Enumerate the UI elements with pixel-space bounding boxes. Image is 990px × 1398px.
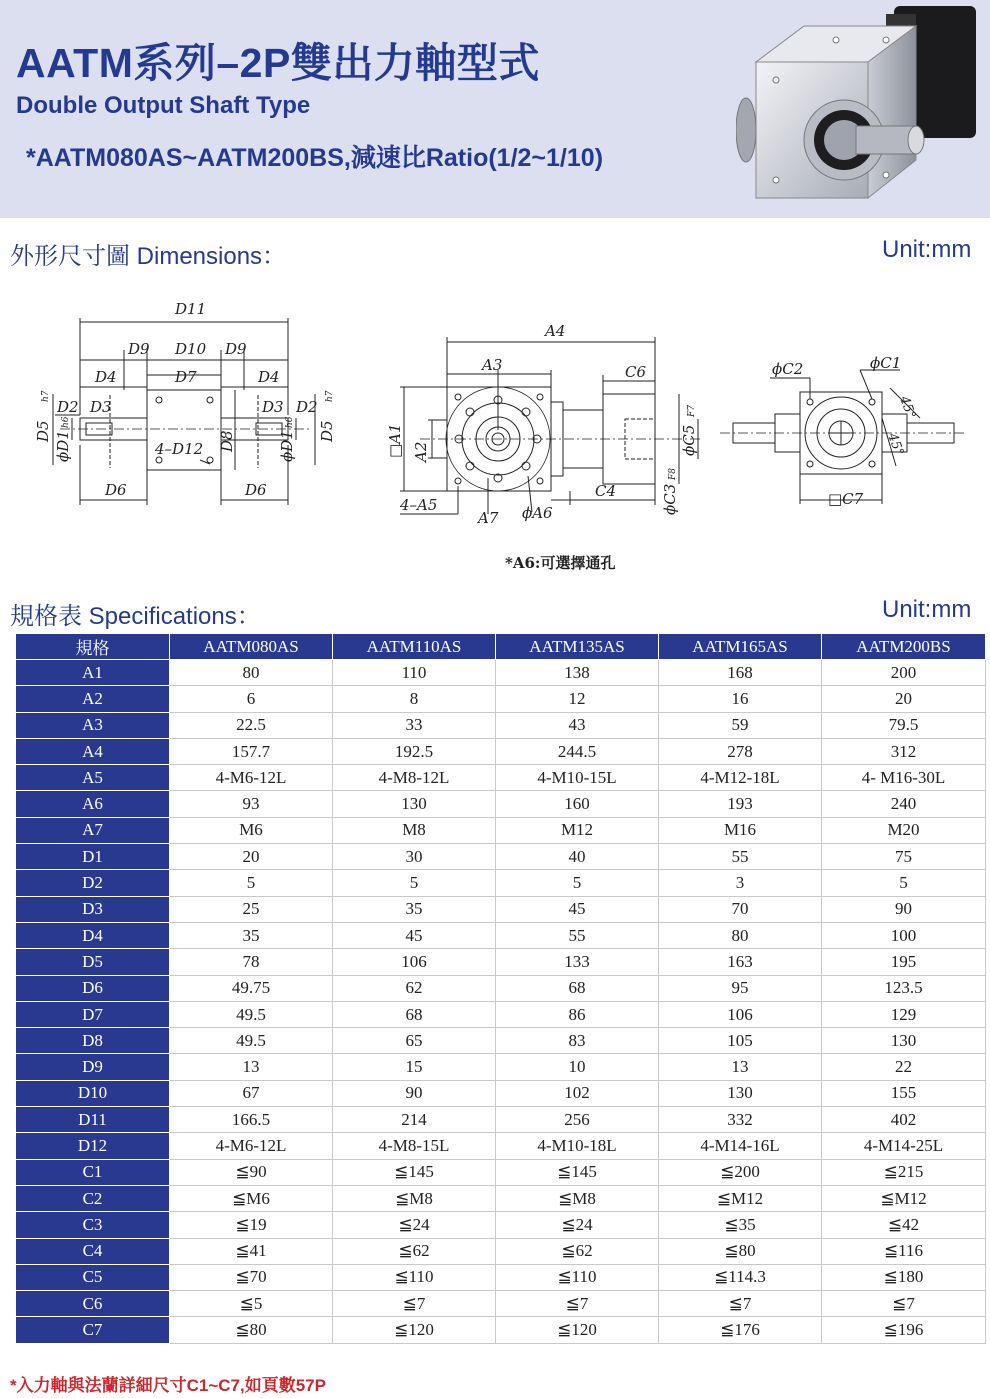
table-cell: 20	[822, 686, 986, 712]
table-cell: 35	[333, 896, 496, 922]
label-d2-left: D2	[57, 398, 79, 416]
table-cell: 100	[822, 922, 986, 948]
table-cell: 95	[659, 975, 822, 1001]
row-label: C5	[16, 1264, 170, 1290]
table-cell: M16	[659, 817, 822, 843]
table-cell: ≦145	[496, 1159, 659, 1185]
label-d7: D7	[175, 368, 197, 386]
label-d6-left: D6	[105, 481, 127, 499]
table-row	[16, 738, 986, 764]
row-label: D2	[16, 870, 170, 896]
table-cell: M20	[822, 817, 986, 843]
table-cell: 49.5	[170, 1028, 333, 1054]
table-cell: ≦7	[496, 1291, 659, 1317]
row-label: C4	[16, 1238, 170, 1264]
table-cell: ≦110	[496, 1264, 659, 1290]
table-cell: 157.7	[170, 738, 333, 764]
table-cell: 138	[496, 660, 659, 686]
table-cell: 133	[496, 949, 659, 975]
row-label: D4	[16, 922, 170, 948]
table-cell: 80	[659, 922, 822, 948]
table-cell: 155	[822, 1080, 986, 1106]
spec-section-title: 規格表 Specifications：	[10, 603, 261, 630]
table-cell: 25	[170, 896, 333, 922]
table-cell: 59	[659, 712, 822, 738]
table-cell: ≦M12	[659, 1185, 822, 1211]
table-cell: ≦116	[822, 1238, 986, 1264]
label-d3-right: D3	[262, 398, 284, 416]
table-cell: ≦200	[659, 1159, 822, 1185]
table-cell: 105	[659, 1028, 822, 1054]
table-cell: ≦90	[170, 1159, 333, 1185]
row-label: A3	[16, 712, 170, 738]
table-row	[16, 1159, 986, 1185]
column-header: AATM080AS	[170, 634, 333, 660]
label-a1: □A1	[386, 423, 404, 458]
table-cell: 168	[659, 660, 822, 686]
label-d5-tol-left: h7	[41, 390, 51, 402]
table-cell: 4-M12-18L	[659, 765, 822, 791]
column-header: AATM110AS	[333, 634, 496, 660]
table-cell: 193	[659, 791, 822, 817]
table-row	[16, 1212, 986, 1238]
row-label: D11	[16, 1107, 170, 1133]
table-row	[16, 660, 986, 686]
table-cell: ≦7	[333, 1291, 496, 1317]
table-cell: 6	[170, 686, 333, 712]
table-cell: 62	[333, 975, 496, 1001]
table-row	[16, 765, 986, 791]
table-cell: 12	[496, 686, 659, 712]
table-row	[16, 1054, 986, 1080]
page-title: AATM系列–2P雙出力軸型式	[16, 40, 540, 86]
row-label: C2	[16, 1185, 170, 1211]
gearbox-product-image	[736, 0, 986, 212]
table-cell: 5	[496, 870, 659, 896]
table-cell: 4-M6-12L	[170, 765, 333, 791]
table-cell: ≦80	[659, 1238, 822, 1264]
table-row	[16, 844, 986, 870]
table-cell: 80	[170, 660, 333, 686]
table-cell: 4-M10-15L	[496, 765, 659, 791]
table-cell: 4-M14-16L	[659, 1133, 822, 1159]
table-row	[16, 870, 986, 896]
table-cell: 5	[822, 870, 986, 896]
spec-table-body	[16, 660, 986, 1344]
column-header: 規格	[16, 634, 170, 660]
table-cell: 102	[496, 1080, 659, 1106]
label-d5-left: D5	[34, 420, 52, 442]
table-cell: 4-M8-15L	[333, 1133, 496, 1159]
table-cell: 214	[333, 1107, 496, 1133]
label-d8: D8	[218, 430, 236, 452]
row-label: A1	[16, 660, 170, 686]
row-label: C7	[16, 1317, 170, 1343]
table-cell: 244.5	[496, 738, 659, 764]
column-header: AATM165AS	[659, 634, 822, 660]
label-c5-tol: F7	[687, 405, 697, 417]
table-cell: ≦7	[659, 1291, 822, 1317]
label-c1: ϕC1	[870, 354, 902, 372]
table-cell: ≦176	[659, 1317, 822, 1343]
table-cell: 130	[333, 791, 496, 817]
label-45-deg: 45°	[896, 394, 919, 422]
row-label: C3	[16, 1212, 170, 1238]
table-row	[16, 1238, 986, 1264]
table-row	[16, 791, 986, 817]
table-cell: 90	[822, 896, 986, 922]
dimensions-unit: Unit:mm	[882, 236, 972, 263]
dimension-drawing	[0, 290, 990, 530]
table-cell: ≦62	[496, 1238, 659, 1264]
table-cell: 3	[659, 870, 822, 896]
table-cell: 4- M16-30L	[822, 765, 986, 791]
table-cell: 240	[822, 791, 986, 817]
table-cell: ≦24	[496, 1212, 659, 1238]
table-cell: 106	[333, 949, 496, 975]
table-cell: ≦41	[170, 1238, 333, 1264]
table-cell: 40	[496, 844, 659, 870]
table-cell: 13	[170, 1054, 333, 1080]
table-cell: ≦120	[496, 1317, 659, 1343]
table-row	[16, 817, 986, 843]
table-cell: 16	[659, 686, 822, 712]
row-label: A6	[16, 791, 170, 817]
table-cell: M6	[170, 817, 333, 843]
table-row	[16, 975, 986, 1001]
table-cell: 79.5	[822, 712, 986, 738]
table-cell: M12	[496, 817, 659, 843]
table-cell: 55	[659, 844, 822, 870]
table-cell: ≦5	[170, 1291, 333, 1317]
label-d5-right: D5	[318, 420, 336, 442]
row-label: D6	[16, 975, 170, 1001]
table-cell: 195	[822, 949, 986, 975]
table-cell: 110	[333, 660, 496, 686]
table-cell: 55	[496, 922, 659, 948]
column-header: AATM200BS	[822, 634, 986, 660]
table-cell: ≦114.3	[659, 1264, 822, 1290]
table-cell: ≦24	[333, 1212, 496, 1238]
table-cell: ≦M12	[822, 1185, 986, 1211]
table-row	[16, 1185, 986, 1211]
spec-unit: Unit:mm	[882, 596, 972, 623]
table-cell: 33	[333, 712, 496, 738]
table-row	[16, 1001, 986, 1027]
label-d1-left: ϕD1	[54, 430, 72, 462]
table-cell: 22.5	[170, 712, 333, 738]
table-cell: ≦42	[822, 1212, 986, 1238]
a6-note: *A6:可選擇通孔	[505, 554, 616, 572]
table-cell: 86	[496, 1001, 659, 1027]
table-cell: 4-M6-12L	[170, 1133, 333, 1159]
table-cell: 83	[496, 1028, 659, 1054]
table-cell: 65	[333, 1028, 496, 1054]
table-cell: 8	[333, 686, 496, 712]
table-cell: 402	[822, 1107, 986, 1133]
column-header: AATM135AS	[496, 634, 659, 660]
table-cell: 130	[659, 1080, 822, 1106]
table-cell: 20	[170, 844, 333, 870]
row-label: A7	[16, 817, 170, 843]
table-cell: ≦70	[170, 1264, 333, 1290]
table-cell: 160	[496, 791, 659, 817]
table-cell: 68	[333, 1001, 496, 1027]
model-range: *AATM080AS~AATM200BS,減速比Ratio(1/2~1/10)	[26, 144, 604, 172]
table-cell: 49.75	[170, 975, 333, 1001]
table-cell: ≦215	[822, 1159, 986, 1185]
label-d2-right: D2	[296, 398, 318, 416]
table-cell: 130	[822, 1028, 986, 1054]
table-cell: 332	[659, 1107, 822, 1133]
label-c6: C6	[625, 363, 647, 381]
label-a3: A3	[482, 356, 503, 374]
row-label: A4	[16, 738, 170, 764]
label-d9-right: D9	[225, 340, 247, 358]
table-cell: ≦180	[822, 1264, 986, 1290]
table-cell: 22	[822, 1054, 986, 1080]
table-cell: 45	[333, 922, 496, 948]
row-label: D1	[16, 844, 170, 870]
label-d12: 4–D12	[155, 440, 204, 458]
table-cell: 90	[333, 1080, 496, 1106]
table-cell: ≦M8	[333, 1185, 496, 1211]
table-cell: 106	[659, 1001, 822, 1027]
table-cell: 78	[170, 949, 333, 975]
table-cell: 68	[496, 975, 659, 1001]
row-label: A5	[16, 765, 170, 791]
label-c2: ϕC2	[772, 360, 804, 378]
row-label: D3	[16, 896, 170, 922]
label-c5: ϕC5	[680, 424, 698, 456]
table-cell: 15	[333, 1054, 496, 1080]
table-cell: 35	[170, 922, 333, 948]
table-cell: ≦120	[333, 1317, 496, 1343]
label-d5-tol-right: h7	[325, 390, 335, 402]
table-row	[16, 1317, 986, 1343]
table-cell: 75	[822, 844, 986, 870]
table-row	[16, 1080, 986, 1106]
footnote: *入力軸與法蘭詳細尺寸C1~C7,如頁數57P	[10, 1376, 326, 1395]
table-cell: 200	[822, 660, 986, 686]
table-cell: 5	[170, 870, 333, 896]
label-45-deg-2: 45°	[884, 431, 907, 459]
table-cell: 67	[170, 1080, 333, 1106]
table-cell: 123.5	[822, 975, 986, 1001]
table-cell: ≦19	[170, 1212, 333, 1238]
label-d3-left: D3	[90, 398, 112, 416]
table-cell: 192.5	[333, 738, 496, 764]
table-cell: 93	[170, 791, 333, 817]
table-cell: 13	[659, 1054, 822, 1080]
label-d10: D10	[175, 340, 207, 358]
table-cell: ≦80	[170, 1317, 333, 1343]
table-cell: 43	[496, 712, 659, 738]
table-cell: M8	[333, 817, 496, 843]
table-cell: 4-M8-12L	[333, 765, 496, 791]
label-d4-right: D4	[258, 368, 280, 386]
table-cell: 4-M14-25L	[822, 1133, 986, 1159]
label-c3: ϕC3	[661, 483, 679, 515]
table-row	[16, 922, 986, 948]
table-row	[16, 1291, 986, 1317]
table-row	[16, 1107, 986, 1133]
table-cell: 4-M10-18L	[496, 1133, 659, 1159]
label-d9-left: D9	[128, 340, 150, 358]
table-cell: 49.5	[170, 1001, 333, 1027]
table-row	[16, 1264, 986, 1290]
table-cell: ≦35	[659, 1212, 822, 1238]
label-d1-tol-left: h6	[61, 416, 71, 428]
drawing-body-left	[147, 390, 221, 470]
dimensions-section-title: 外形尺寸圖 Dimensions：	[10, 243, 287, 270]
table-cell: 129	[822, 1001, 986, 1027]
label-d1-tol-right: h6	[285, 416, 295, 428]
table-row	[16, 949, 986, 975]
table-row	[16, 686, 986, 712]
table-cell: 5	[333, 870, 496, 896]
label-c3-tol: F8	[668, 468, 678, 480]
table-row	[16, 712, 986, 738]
label-c7: □C7	[828, 490, 864, 508]
row-label: D12	[16, 1133, 170, 1159]
row-label: C1	[16, 1159, 170, 1185]
table-cell: ≦145	[333, 1159, 496, 1185]
table-cell: 163	[659, 949, 822, 975]
table-cell: 70	[659, 896, 822, 922]
table-cell: ≦62	[333, 1238, 496, 1264]
label-d6-right: D6	[245, 481, 267, 499]
label-a2: A2	[412, 441, 430, 462]
row-label: D9	[16, 1054, 170, 1080]
table-cell: ≦M6	[170, 1185, 333, 1211]
label-d11: D11	[175, 300, 207, 318]
page-subtitle: Double Output Shaft Type	[16, 92, 311, 119]
row-label: D8	[16, 1028, 170, 1054]
label-d1-right: ϕD1	[278, 430, 296, 462]
label-a4: A4	[545, 322, 566, 340]
table-row	[16, 1133, 986, 1159]
row-label: A2	[16, 686, 170, 712]
label-d4-left: D4	[95, 368, 117, 386]
table-cell: ≦196	[822, 1317, 986, 1343]
table-cell: 278	[659, 738, 822, 764]
table-cell: 166.5	[170, 1107, 333, 1133]
row-label: D5	[16, 949, 170, 975]
table-cell: 312	[822, 738, 986, 764]
table-cell: ≦110	[333, 1264, 496, 1290]
row-label: C6	[16, 1291, 170, 1317]
label-a7: A7	[478, 509, 499, 527]
row-label: D7	[16, 1001, 170, 1027]
table-cell: 30	[333, 844, 496, 870]
table-row	[16, 896, 986, 922]
label-a5: 4–A5	[400, 496, 438, 514]
table-cell: ≦M8	[496, 1185, 659, 1211]
table-row	[16, 1028, 986, 1054]
table-cell: 45	[496, 896, 659, 922]
label-c4: C4	[595, 482, 617, 500]
table-cell: 256	[496, 1107, 659, 1133]
header-banner	[0, 0, 990, 218]
spec-table-header	[16, 634, 986, 660]
label-a6: ϕA6	[522, 504, 553, 522]
spec-table	[15, 633, 986, 1344]
table-cell: 10	[496, 1054, 659, 1080]
row-label: D10	[16, 1080, 170, 1106]
table-cell: ≦7	[822, 1291, 986, 1317]
